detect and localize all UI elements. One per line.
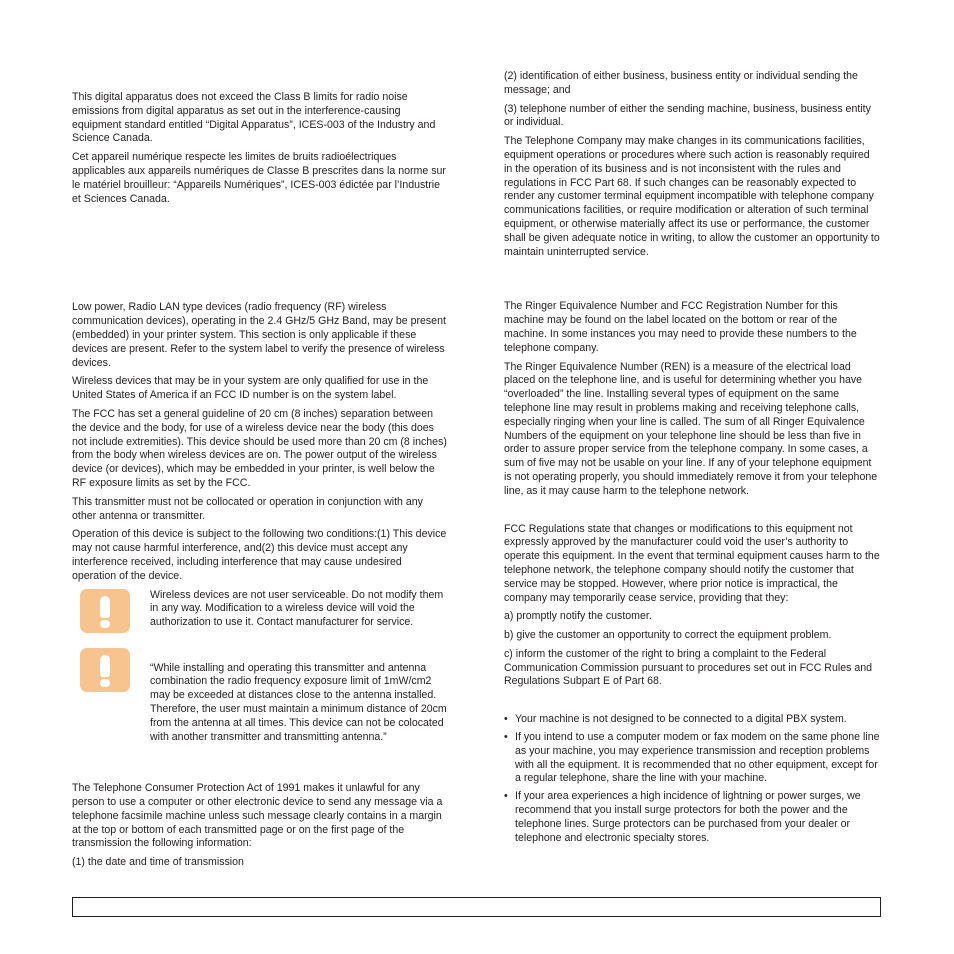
canada-notice-en: This digital apparatus does not exceed the Class B limits for radio noise emissions from digital apparatus as set out in the interference-causing equipment standard entitled “Digital Apparatus”, ICES-003 of the Industry and Science Canada.	[72, 91, 436, 145]
fax-branding-item-1: (1) the date and time of transmission	[72, 856, 244, 869]
ren-paragraph-2: The Ringer Equivalence Number (REN) is a measure of the electrical load placed on the telephone line, and is useful for determining whether you have “overloaded” the line. Installing several types of equipment on the same telephone line may result in problems making and receiving telephone calls, especially ringing when your line is called. The sum of all Ringer Equivalence Numbers of the equipment on your telephone line should be less than five in order to assure proper service from the telephone company. In some cases, a sum of five may not be usable on your line. If any of your telephone equipment is not operating properly, you should immediately remove it from your telephone line, as it may cause harm to the telephone network.	[504, 360, 878, 497]
list-item: • Your machine is not designed to be connected to a digital PBX system.	[504, 713, 880, 727]
footer-bar	[72, 897, 881, 917]
fax-branding-item-2: (2) identification of either business, business entity or individual sending the message; and	[504, 70, 858, 96]
fax-branding-item-3: (3) telephone number of either the sending machine, business, business entity or individual.	[504, 102, 871, 129]
modifications-item-a: a) promptly notify the customer.	[504, 610, 652, 623]
wireless-paragraph-2: Wireless devices that may be in your system are only qualified for use in the United States of America if an FCC ID number is on the system label.	[72, 375, 429, 402]
fax-branding-intro: The Telephone Consumer Protection Act of 1991 makes it unlawful for any person to use a computer or other electronic device to send any message via a telephone facsimile machine unless such message clearly contains in a margin at the top or bottom of each transmitted page or on the first page of the transmission the following information:	[72, 782, 443, 850]
caution-note-2	[72, 648, 448, 745]
list-item: • If you intend to use a computer modem or fax modem on the same phone line as your machine, you may experience transmission and reception problems with all the equipment. It is recommended that no other equipment, except for a regular telephone, share the line with your machine.	[504, 731, 880, 786]
ren-paragraph-1: The Ringer Equivalence Number and FCC Registration Number for this machine may be found on the label located on the bottom or rear of the machine. In some instances you may need to provide these numbers to the telephone company.	[504, 300, 857, 354]
left-column	[72, 91, 448, 875]
caution-note-1-text: Wireless devices are not user serviceable. Do not modify them in any way. Modification to a wireless device will void the authorization to use it. Contact manufacturer for service.	[150, 588, 444, 629]
modifications-paragraph: FCC Regulations state that changes or modifications to this equipment not expressly approved by the manufacturer could void the user’s authority to operate this equipment. In the event that terminal equipment causes harm to the telephone network, the telephone company should notify the customer that service may be stopped. However, where prior notice is impractical, the company may temporarily cease service, providing that they:	[504, 522, 880, 604]
canada-notice-fr: Cet appareil numérique respecte les limites de bruits radioélectriques applicables aux appareils numériques de Classe B prescrites dans la norme sur le matériel brouilleur: “Appareils Numériques”, ICES-003 édictée par l’Industrie et Sciences Canada.	[72, 151, 446, 205]
wireless-paragraph-4: This transmitter must not be collocated or operation in conjunction with any other antenna or transmitter.	[72, 495, 423, 522]
wireless-paragraph-1: Low power, Radio LAN type devices (radio frequency (RF) wireless communication devices), operating in the 2.4 GHz/5 GHz Band, may be present (embedded) in your printer system. This section is only applicable if these devices are present. Refer to the system label to verify the presence of wireless devices.	[72, 301, 446, 369]
caution-exclamation-icon	[80, 589, 130, 633]
notes-bullet-list	[504, 713, 880, 845]
wireless-paragraph-5: Operation of this device is subject to the following two conditions:(1) This device may not cause harmful interference, and(2) this device must accept any interference received, including interference that may cause undesired operation of the device.	[72, 528, 447, 582]
list-item: • If your area experiences a high incidence of lightning or power surges, we recommend that you install surge protectors for both the power and the telephone lines. Surge protectors can be purchased from your dealer or telephone and electronic specialty stores.	[504, 790, 880, 845]
caution-note-2-text: “While installing and operating this transmitter and antenna combination the radio frequency exposure limit of 1mW/cm2 may be exceeded at distances close to the antenna installed. Therefore, the user must maintain a minimum distance of 20cm from the antenna at all times. This device can not be colocated with another transmitter and transmitting antenna.”	[150, 661, 447, 743]
caution-exclamation-icon	[80, 648, 130, 692]
wireless-paragraph-3: The FCC has set a general guideline of 20 cm (8 inches) separation between the device and the body, for use of a wireless device near the body (this does not include extremities). This device should be used more than 20 cm (8 inches) from the body when wireless devices are on. The power output of the wireless device (or devices), which may be embedded in your printer, is well below the RF exposure limits as set by the FCC.	[72, 407, 447, 489]
modifications-item-c: c) inform the customer of the right to bring a complaint to the Federal Communication Commission pursuant to procedures set out in FCC Rules and Regulations Subpart E of Part 68.	[504, 647, 873, 688]
caution-note-1	[72, 589, 448, 633]
right-column	[504, 70, 880, 849]
telco-changes-paragraph: The Telephone Company may make changes in its communications facilities, equipment operations or procedures where such action is reasonably required in the operation of its business and is not inconsistent with the rules and regulations in FCC Part 68. If such changes can be reasonably expected to render any customer terminal equipment incompatible with telephone company communications facilities, or require modification or alteration of such terminal equipment, or otherwise materially affect its use or performance, the customer shall be given adequate notice in writing, to allow the customer an opportunity to maintain uninterrupted service.	[504, 135, 880, 258]
modifications-item-b: b) give the customer an opportunity to correct the equipment problem.	[504, 629, 832, 642]
